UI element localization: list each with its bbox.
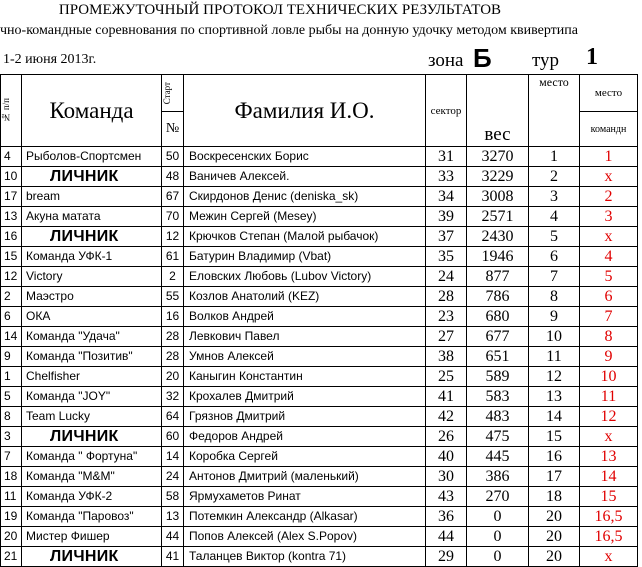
cell-row-number: 21 <box>1 547 22 567</box>
cell-participant-name: Еловских Любовь (Lubov Victory) <box>184 267 426 287</box>
cell-team-name: Команда "Паровоз" <box>22 507 162 527</box>
cell-start-number: 44 <box>162 527 184 547</box>
col-place-header: место <box>529 75 580 147</box>
cell-weight: 2430 <box>467 227 529 247</box>
table-row <box>1 367 638 387</box>
cell-place: 8 <box>529 287 580 307</box>
cell-place: 5 <box>529 227 580 247</box>
cell-participant-name: Воскресенских Борис <box>184 147 426 167</box>
col-start-header-bottom: № <box>162 112 184 147</box>
cell-sector: 26 <box>426 427 467 447</box>
cell-team-place: 16,5 <box>580 527 638 547</box>
tur-label: тур <box>532 50 560 71</box>
cell-sector: 23 <box>426 307 467 327</box>
protocol-title: ПРОМЕЖУТОЧНЫЙ ПРОТОКОЛ ТЕХНИЧЕСКИХ РЕЗУЛЬТАТОВ <box>58 2 502 18</box>
cell-start-number: 64 <box>162 407 184 427</box>
cell-sector: 36 <box>426 507 467 527</box>
zona-label: зона <box>428 50 464 71</box>
table-row <box>1 527 638 547</box>
cell-start-number: 24 <box>162 467 184 487</box>
cell-weight: 2571 <box>467 207 529 227</box>
cell-team-name: Команда " Фортуна" <box>22 447 162 467</box>
table-row <box>1 407 638 427</box>
cell-team-place: 15 <box>580 487 638 507</box>
table-row <box>1 267 638 287</box>
cell-start-number: 48 <box>162 167 184 187</box>
cell-team-place: 7 <box>580 307 638 327</box>
cell-weight: 483 <box>467 407 529 427</box>
cell-participant-name: Крючков Степан (Малой рыбачок) <box>184 227 426 247</box>
cell-place: 11 <box>529 347 580 367</box>
cell-start-number: 67 <box>162 187 184 207</box>
cell-start-number: 14 <box>162 447 184 467</box>
cell-sector: 34 <box>426 187 467 207</box>
cell-place: 15 <box>529 427 580 447</box>
table-row <box>1 307 638 327</box>
cell-start-number: 28 <box>162 347 184 367</box>
cell-team-name: Команда "JOY" <box>22 387 162 407</box>
cell-start-number: 41 <box>162 547 184 567</box>
cell-place: 20 <box>529 547 580 567</box>
cell-weight: 680 <box>467 307 529 327</box>
cell-team-name: Рыболов-Спортсмен <box>22 147 162 167</box>
cell-start-number: 12 <box>162 227 184 247</box>
cell-team-place: х <box>580 427 638 447</box>
cell-row-number: 15 <box>1 247 22 267</box>
cell-sector: 31 <box>426 147 467 167</box>
cell-place: 7 <box>529 267 580 287</box>
cell-row-number: 10 <box>1 167 22 187</box>
table-row <box>1 247 638 267</box>
cell-participant-name: Каныгин Константин <box>184 367 426 387</box>
cell-weight: 786 <box>467 287 529 307</box>
competition-date: 1-2 июня 2013г. <box>3 52 97 67</box>
cell-weight: 270 <box>467 487 529 507</box>
cell-participant-name: Ярмухаметов Ринат <box>184 487 426 507</box>
cell-sector: 38 <box>426 347 467 367</box>
cell-weight: 877 <box>467 267 529 287</box>
cell-row-number: 3 <box>1 427 22 447</box>
cell-team-place: 3 <box>580 207 638 227</box>
cell-team-name: ЛИЧНИК <box>22 167 162 187</box>
cell-weight: 3229 <box>467 167 529 187</box>
cell-team-name: ОКА <box>22 307 162 327</box>
cell-start-number: 60 <box>162 427 184 447</box>
cell-team-place: 2 <box>580 187 638 207</box>
cell-place: 1 <box>529 147 580 167</box>
cell-team-place: х <box>580 227 638 247</box>
cell-team-place: х <box>580 167 638 187</box>
table-row <box>1 287 638 307</box>
cell-participant-name: Ваничев Алексей. <box>184 167 426 187</box>
table-row <box>1 507 638 527</box>
cell-row-number: 11 <box>1 487 22 507</box>
cell-team-place: 13 <box>580 447 638 467</box>
cell-participant-name: Таланцев Виктор (kontra 71) <box>184 547 426 567</box>
cell-sector: 35 <box>426 247 467 267</box>
competition-subtitle: чно-командные соревнования по спортивной ловле рыбы на донную удочку методом квивертипа <box>0 23 578 38</box>
cell-sector: 28 <box>426 287 467 307</box>
cell-start-number: 32 <box>162 387 184 407</box>
table-row <box>1 347 638 367</box>
cell-team-place: 12 <box>580 407 638 427</box>
cell-team-place: 9 <box>580 347 638 367</box>
cell-weight: 0 <box>467 527 529 547</box>
cell-row-number: 19 <box>1 507 22 527</box>
cell-row-number: 14 <box>1 327 22 347</box>
cell-sector: 37 <box>426 227 467 247</box>
cell-place: 18 <box>529 487 580 507</box>
cell-sector: 25 <box>426 367 467 387</box>
cell-team-name: Мистер Фишер <box>22 527 162 547</box>
cell-team-place: 4 <box>580 247 638 267</box>
cell-row-number: 7 <box>1 447 22 467</box>
cell-participant-name: Федоров Андрей <box>184 427 426 447</box>
cell-place: 16 <box>529 447 580 467</box>
table-row <box>1 487 638 507</box>
cell-place: 9 <box>529 307 580 327</box>
cell-team-name: ЛИЧНИК <box>22 227 162 247</box>
cell-participant-name: Батурин Владимир (Vbat) <box>184 247 426 267</box>
cell-row-number: 13 <box>1 207 22 227</box>
tur-value: 1 <box>586 44 598 70</box>
cell-place: 6 <box>529 247 580 267</box>
cell-sector: 41 <box>426 387 467 407</box>
cell-participant-name: Грязнов Дмитрий <box>184 407 426 427</box>
col-start-header: Старт <box>162 75 184 112</box>
cell-team-name: ЛИЧНИК <box>22 427 162 447</box>
cell-start-number: 20 <box>162 367 184 387</box>
col-team-header: Команда <box>22 75 162 147</box>
cell-sector: 24 <box>426 267 467 287</box>
table-row <box>1 327 638 347</box>
cell-row-number: 6 <box>1 307 22 327</box>
table-row <box>1 447 638 467</box>
col-name-header: Фамилия И.О. <box>184 75 426 147</box>
cell-weight: 651 <box>467 347 529 367</box>
cell-place: 20 <box>529 507 580 527</box>
table-row <box>1 547 638 567</box>
zona-value: Б <box>473 43 492 73</box>
cell-team-name: Команда УФК-2 <box>22 487 162 507</box>
table-row <box>1 467 638 487</box>
cell-team-name: Team Lucky <box>22 407 162 427</box>
cell-weight: 0 <box>467 547 529 567</box>
cell-start-number: 16 <box>162 307 184 327</box>
cell-start-number: 55 <box>162 287 184 307</box>
cell-place: 4 <box>529 207 580 227</box>
col-team-place-header-top: место <box>580 75 638 112</box>
cell-participant-name: Коробка Сергей <box>184 447 426 467</box>
cell-participant-name: Козлов Анатолий (KEZ) <box>184 287 426 307</box>
cell-team-place: 14 <box>580 467 638 487</box>
cell-participant-name: Попов Алексей (Alex S.Popov) <box>184 527 426 547</box>
cell-team-place: 1 <box>580 147 638 167</box>
cell-weight: 589 <box>467 367 529 387</box>
cell-place: 12 <box>529 367 580 387</box>
cell-sector: 42 <box>426 407 467 427</box>
cell-place: 14 <box>529 407 580 427</box>
cell-team-name: Victory <box>22 267 162 287</box>
cell-sector: 40 <box>426 447 467 467</box>
cell-participant-name: Волков Андрей <box>184 307 426 327</box>
cell-weight: 677 <box>467 327 529 347</box>
cell-place: 10 <box>529 327 580 347</box>
cell-team-place: 5 <box>580 267 638 287</box>
cell-weight: 3270 <box>467 147 529 167</box>
cell-place: 2 <box>529 167 580 187</box>
cell-team-place: 6 <box>580 287 638 307</box>
table-row <box>1 427 638 447</box>
cell-row-number: 4 <box>1 147 22 167</box>
col-num-header: № п/п <box>1 75 22 147</box>
cell-sector: 39 <box>426 207 467 227</box>
cell-team-name: bream <box>22 187 162 207</box>
cell-start-number: 13 <box>162 507 184 527</box>
cell-start-number: 70 <box>162 207 184 227</box>
cell-start-number: 2 <box>162 267 184 287</box>
cell-place: 13 <box>529 387 580 407</box>
results-table <box>0 74 638 567</box>
cell-row-number: 8 <box>1 407 22 427</box>
cell-team-name: Команда "M&M" <box>22 467 162 487</box>
cell-row-number: 9 <box>1 347 22 367</box>
cell-start-number: 58 <box>162 487 184 507</box>
cell-row-number: 18 <box>1 467 22 487</box>
cell-start-number: 50 <box>162 147 184 167</box>
table-row <box>1 387 638 407</box>
col-team-place-header-bottom: командн <box>580 112 638 147</box>
cell-start-number: 61 <box>162 247 184 267</box>
cell-start-number: 28 <box>162 327 184 347</box>
cell-team-place: 16,5 <box>580 507 638 527</box>
cell-participant-name: Скирдонов Денис (deniska_sk) <box>184 187 426 207</box>
cell-weight: 475 <box>467 427 529 447</box>
cell-weight: 1946 <box>467 247 529 267</box>
cell-row-number: 12 <box>1 267 22 287</box>
cell-team-name: Маэстро <box>22 287 162 307</box>
cell-team-place: 11 <box>580 387 638 407</box>
cell-row-number: 20 <box>1 527 22 547</box>
col-weight-header: вес <box>467 75 529 147</box>
table-row <box>1 207 638 227</box>
cell-team-name: Chelfisher <box>22 367 162 387</box>
cell-sector: 43 <box>426 487 467 507</box>
cell-sector: 29 <box>426 547 467 567</box>
cell-team-name: Команда "Позитив" <box>22 347 162 367</box>
cell-sector: 27 <box>426 327 467 347</box>
cell-team-name: Команда "Удача" <box>22 327 162 347</box>
cell-participant-name: Потемкин Александр (Alkasar) <box>184 507 426 527</box>
cell-weight: 445 <box>467 447 529 467</box>
cell-row-number: 1 <box>1 367 22 387</box>
cell-row-number: 17 <box>1 187 22 207</box>
cell-row-number: 16 <box>1 227 22 247</box>
cell-place: 3 <box>529 187 580 207</box>
cell-team-place: х <box>580 547 638 567</box>
cell-participant-name: Левкович Павел <box>184 327 426 347</box>
cell-sector: 44 <box>426 527 467 547</box>
cell-weight: 0 <box>467 507 529 527</box>
cell-row-number: 5 <box>1 387 22 407</box>
cell-place: 17 <box>529 467 580 487</box>
table-row <box>1 167 638 187</box>
cell-row-number: 2 <box>1 287 22 307</box>
cell-team-name: Команда УФК-1 <box>22 247 162 267</box>
cell-weight: 386 <box>467 467 529 487</box>
cell-team-place: 10 <box>580 367 638 387</box>
cell-participant-name: Межин Сергей (Mesey) <box>184 207 426 227</box>
col-sector-header: сектор <box>426 75 467 147</box>
cell-participant-name: Антонов Дмитрий (маленький) <box>184 467 426 487</box>
table-row <box>1 187 638 207</box>
cell-weight: 3008 <box>467 187 529 207</box>
cell-team-place: 8 <box>580 327 638 347</box>
cell-team-name: ЛИЧНИК <box>22 547 162 567</box>
cell-sector: 33 <box>426 167 467 187</box>
cell-team-name: Акуна матата <box>22 207 162 227</box>
cell-place: 20 <box>529 527 580 547</box>
table-row <box>1 147 638 167</box>
cell-weight: 583 <box>467 387 529 407</box>
cell-participant-name: Умнов Алексей <box>184 347 426 367</box>
cell-sector: 30 <box>426 467 467 487</box>
cell-participant-name: Крохалев Дмитрий <box>184 387 426 407</box>
table-row <box>1 227 638 247</box>
